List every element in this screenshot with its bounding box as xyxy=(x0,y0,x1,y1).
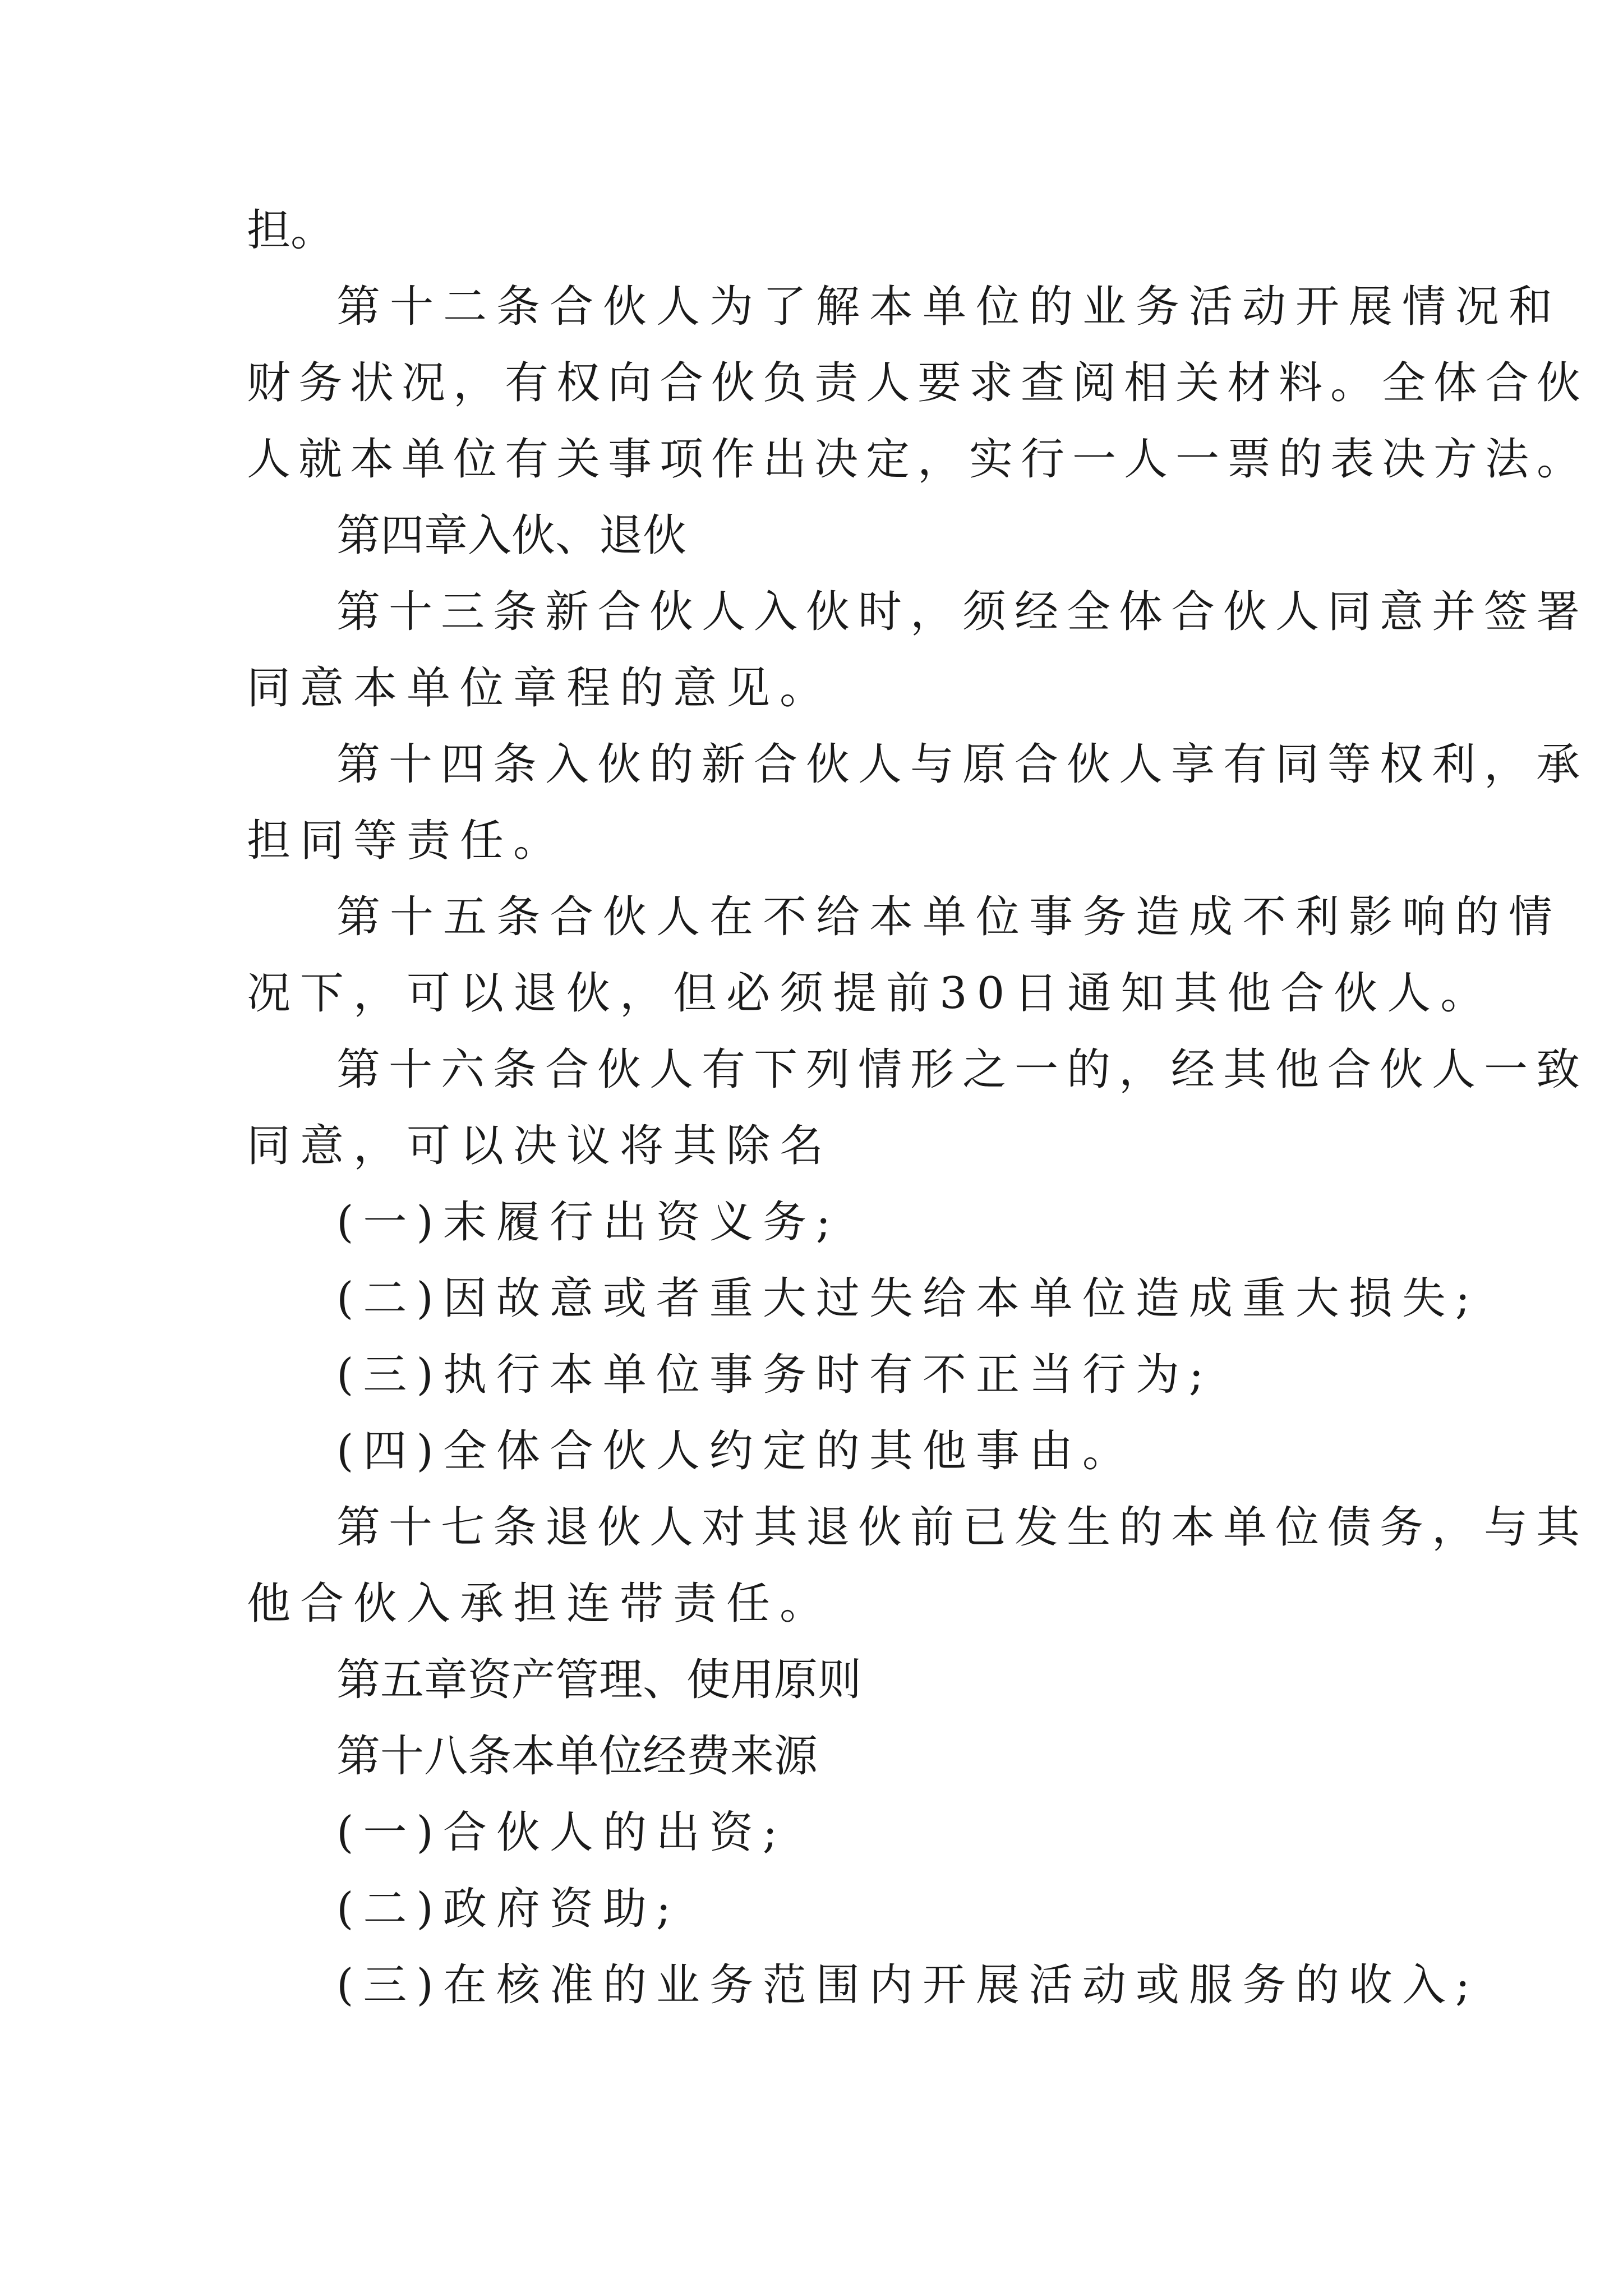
text-line: 第十六条合伙人有下列情形之一的，经其他合伙人一致 xyxy=(336,1045,1589,1095)
list-item: (三)执行本单位事务时有不正当行为; xyxy=(336,1350,1214,1400)
text-line: 同意，可以决议将其除名 xyxy=(247,1121,833,1171)
chapter-heading: 第五章资产管理、使用原则 xyxy=(336,1655,862,1705)
list-item: (一)末履行出资义务; xyxy=(336,1197,841,1248)
text-line: 第十三条新合伙人入伙时，须经全体合伙人同意并签署 xyxy=(336,587,1589,637)
text-line: 人就本单位有关事项作出决定，实行一人一票的表决方法。 xyxy=(247,434,1589,485)
text-line: 第十七条退伙人对其退伙前已发生的本单位债务，与其 xyxy=(336,1502,1589,1553)
text-line: 况下，可以退伙，但必须提前30日通知其他合伙人。 xyxy=(247,968,1494,1019)
text-line: 第十八条本单位经费来源 xyxy=(336,1731,818,1782)
list-item: (二)政府资助; xyxy=(336,1884,681,1934)
list-item: (四)全体合伙人约定的其他事由。 xyxy=(336,1426,1136,1476)
text-line: 第十二条合伙人为了解本单位的业务活动开展情况和 xyxy=(336,282,1562,332)
text-line: 他合伙入承担连带责任。 xyxy=(247,1579,833,1629)
text-line: 第十四条入伙的新合伙人与原合伙人享有同等权利，承 xyxy=(336,739,1589,790)
list-item: (三)在核准的业务范围内开展活动或服务的收入; xyxy=(336,1960,1480,2010)
text-line: 同意本单位章程的意见。 xyxy=(247,663,833,714)
text-line: 第十五条合伙人在不给本单位事务造成不利影响的情 xyxy=(336,892,1562,942)
list-item: (二)因故意或者重大过失给本单位造成重大损失; xyxy=(336,1273,1480,1324)
chapter-heading: 第四章入伙、退伙 xyxy=(336,510,687,561)
list-item: (一)合伙人的出资; xyxy=(336,1807,787,1858)
text-line: 担。 xyxy=(247,205,335,256)
text-line: 担同等责任。 xyxy=(247,816,567,866)
text-line: 财务状况，有权向合伙负责人要求查阅相关材料。全体合伙 xyxy=(247,358,1589,408)
